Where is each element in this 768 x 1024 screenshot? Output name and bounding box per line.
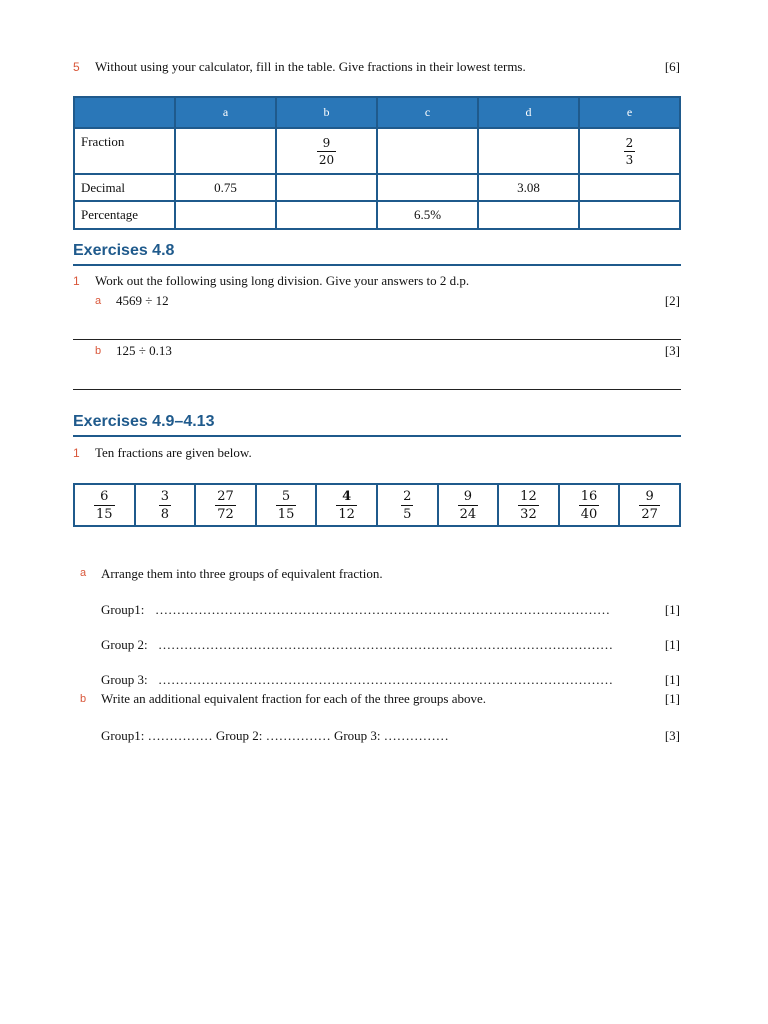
decimal-d-cell: 3.08 bbox=[478, 174, 579, 201]
group1-marks: [1] bbox=[664, 602, 680, 617]
decimal-e-cell[interactable] bbox=[579, 174, 680, 201]
answer-line[interactable] bbox=[73, 339, 681, 340]
group2-answer-field[interactable]: …………………………………………………………………………………………… bbox=[158, 637, 613, 652]
fraction-cell bbox=[256, 484, 317, 526]
part-text: 125 ÷ 0.13 bbox=[116, 343, 172, 358]
section-rule bbox=[73, 435, 681, 437]
fraction-denominator: 40 bbox=[580, 506, 598, 522]
fraction-e bbox=[624, 137, 636, 166]
fraction-a-cell[interactable] bbox=[175, 128, 276, 174]
fraction-numerator: 3 bbox=[160, 488, 170, 504]
fraction-denominator: 20 bbox=[318, 152, 335, 167]
section-heading: Exercises 4.8 bbox=[73, 242, 175, 259]
fraction-numerator: 9 bbox=[645, 488, 654, 504]
b-group3-answer-field[interactable]: …………… bbox=[383, 728, 449, 743]
part-text: 4569 ÷ 12 bbox=[116, 293, 169, 308]
decimal-b-cell[interactable] bbox=[276, 174, 377, 201]
fractions-row bbox=[74, 484, 680, 526]
part-marks: [3] bbox=[664, 343, 680, 358]
b-group-marks: [3] bbox=[664, 728, 680, 743]
fraction-numerator: 2 bbox=[625, 135, 634, 150]
conversion-table bbox=[73, 96, 681, 230]
fraction-denominator: 12 bbox=[338, 506, 355, 522]
fractions-table bbox=[73, 483, 681, 527]
row-label-percentage: Percentage bbox=[74, 201, 175, 229]
decimal-c-cell[interactable] bbox=[377, 174, 478, 201]
question-text: Without using your calculator, fill in the table. Give fractions in their lowest terms. bbox=[95, 59, 526, 74]
header-cell-c: c bbox=[377, 97, 478, 128]
fraction-cell bbox=[498, 484, 559, 526]
part-text: Write an additional equivalent fraction for each of the three groups above. bbox=[101, 691, 486, 706]
group1-label: Group1: bbox=[101, 602, 145, 617]
percentage-b-cell[interactable] bbox=[276, 201, 377, 229]
fraction-cell bbox=[377, 484, 438, 526]
fraction-numerator: 9 bbox=[463, 488, 472, 504]
section-rule bbox=[73, 264, 681, 266]
fraction-denominator: 15 bbox=[96, 506, 113, 522]
percentage-c-cell: 6.5% bbox=[377, 201, 478, 229]
header-cell-empty bbox=[74, 97, 175, 128]
table-row-fraction bbox=[74, 128, 680, 174]
part-label: b bbox=[95, 345, 102, 357]
fraction-numerator: 2 bbox=[403, 488, 412, 504]
fraction-e-cell bbox=[579, 128, 680, 174]
table-header-row bbox=[74, 97, 680, 128]
question-text: Ten fractions are given below. bbox=[95, 445, 252, 460]
fraction-numerator: 4 bbox=[342, 488, 352, 504]
b-group1-answer-field[interactable]: …………… bbox=[147, 728, 213, 743]
header-cell-b: b bbox=[276, 97, 377, 128]
fraction-denominator: 5 bbox=[403, 506, 412, 522]
decimal-a-cell: 0.75 bbox=[175, 174, 276, 201]
group3-label: Group 3: bbox=[101, 672, 148, 687]
section-heading: Exercises 4.9–4.13 bbox=[73, 413, 215, 430]
fraction-numerator: 9 bbox=[322, 135, 331, 150]
fraction-cell bbox=[438, 484, 499, 526]
fraction-cell bbox=[195, 484, 256, 526]
b-group2-answer-field[interactable]: …………… bbox=[265, 728, 331, 743]
fraction-b bbox=[317, 137, 336, 166]
fraction-d-cell[interactable] bbox=[478, 128, 579, 174]
table-row-percentage bbox=[74, 201, 680, 229]
fraction-denominator: 15 bbox=[277, 506, 295, 522]
percentage-e-cell[interactable] bbox=[579, 201, 680, 229]
fraction-denominator: 3 bbox=[625, 152, 634, 167]
row-label-decimal: Decimal bbox=[74, 174, 175, 201]
question-number: 5 bbox=[73, 60, 80, 74]
percentage-a-cell[interactable] bbox=[175, 201, 276, 229]
fraction-numerator: 5 bbox=[281, 488, 291, 504]
part-marks: [2] bbox=[664, 293, 680, 308]
b-group1-label: Group1: bbox=[101, 728, 145, 743]
fraction-denominator: 27 bbox=[641, 506, 658, 522]
group3-answer-field[interactable]: …………………………………………………………………………………………… bbox=[158, 672, 613, 687]
fraction-denominator: 8 bbox=[160, 506, 170, 522]
question-text: Work out the following using long division. Give your answers to 2 d.p. bbox=[95, 273, 470, 288]
answer-line[interactable] bbox=[73, 389, 681, 390]
part-label: a bbox=[95, 295, 102, 307]
fraction-c-cell[interactable] bbox=[377, 128, 478, 174]
header-cell-a: a bbox=[175, 97, 276, 128]
fraction-cell bbox=[316, 484, 377, 526]
percentage-d-cell[interactable] bbox=[478, 201, 579, 229]
question-marks: [6] bbox=[664, 59, 680, 74]
row-label-fraction: Fraction bbox=[74, 128, 175, 174]
fraction-numerator: 12 bbox=[520, 488, 537, 504]
header-cell-d: d bbox=[478, 97, 579, 128]
fraction-b-cell bbox=[276, 128, 377, 174]
fraction-numerator: 16 bbox=[580, 488, 598, 504]
fraction-cell bbox=[135, 484, 196, 526]
fraction-cell bbox=[559, 484, 620, 526]
question-number: 1 bbox=[73, 446, 80, 460]
group1-answer-field[interactable]: …………………………………………………………………………………………… bbox=[155, 602, 610, 617]
header-cell-e: e bbox=[579, 97, 680, 128]
table-row-decimal bbox=[74, 174, 680, 201]
group2-label: Group 2: bbox=[101, 637, 148, 652]
fraction-denominator: 32 bbox=[520, 506, 537, 522]
additional-fractions-line bbox=[101, 728, 449, 744]
part-marks: [1] bbox=[664, 691, 680, 706]
group2-marks: [1] bbox=[664, 637, 680, 652]
fraction-numerator: 6 bbox=[100, 488, 109, 504]
part-label: a bbox=[80, 567, 87, 579]
question-number: 1 bbox=[73, 274, 80, 288]
part-label: b bbox=[80, 693, 87, 705]
b-group3-label: Group 3: bbox=[333, 728, 381, 743]
fraction-cell bbox=[74, 484, 135, 526]
fraction-denominator: 72 bbox=[217, 506, 234, 522]
part-text: Arrange them into three groups of equivalent fraction. bbox=[101, 566, 383, 581]
fraction-denominator: 24 bbox=[459, 506, 477, 522]
fraction-numerator: 27 bbox=[217, 488, 234, 504]
b-group2-label: Group 2: bbox=[215, 728, 263, 743]
fraction-cell bbox=[619, 484, 680, 526]
group3-marks: [1] bbox=[664, 672, 680, 687]
